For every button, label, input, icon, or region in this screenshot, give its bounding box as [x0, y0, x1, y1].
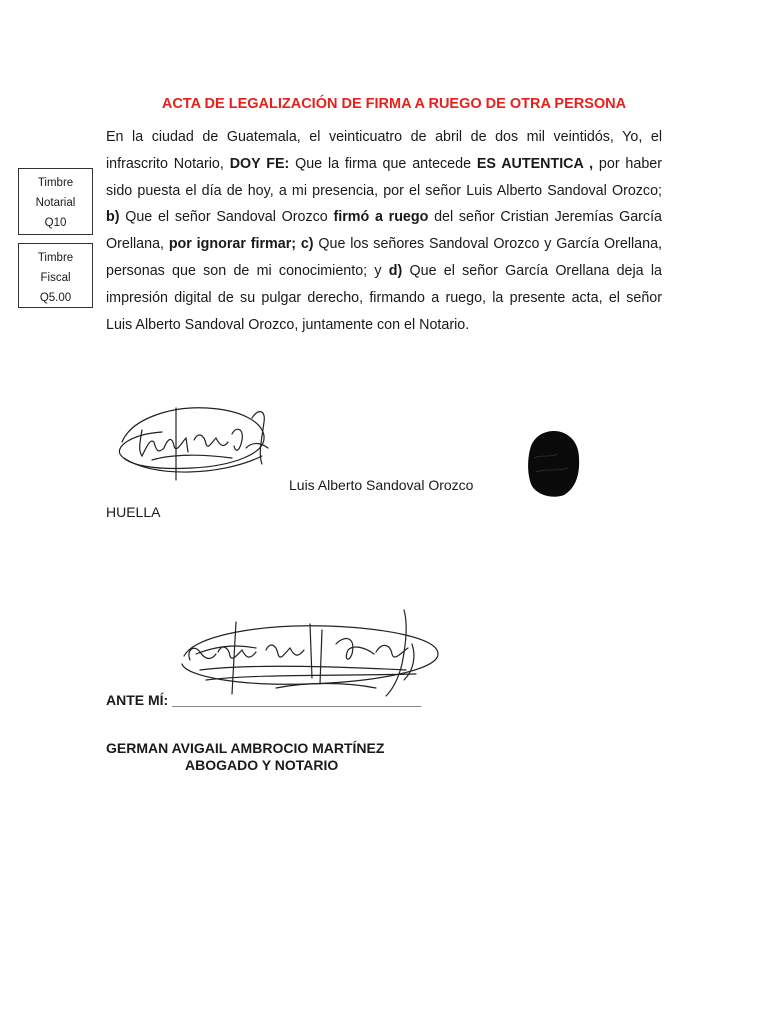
- timbre-fiscal-stamp: [18, 243, 93, 308]
- stamp-line: Timbre: [37, 177, 74, 189]
- body-text-segment: Que el señor García Orellana deja la impresión digital de su pulgar derecho, firmando a ruego, la presente acta, el señor Luis Alberto Sandoval Orozco, juntamente con el Notario.: [106, 262, 662, 333]
- timbre-notarial-stamp: [18, 168, 93, 235]
- body-bold-segment: d): [388, 262, 403, 279]
- body-bold-segment: por ignorar firmar; c): [168, 236, 314, 253]
- body-bold-segment: firmó a ruego: [333, 209, 429, 226]
- signer-signature: [112, 398, 282, 488]
- notary-title: ABOGADO Y NOTARIO: [185, 757, 339, 773]
- body-bold-segment: b): [106, 209, 120, 226]
- body-text-segment: por haber sido puesta el día de hoy, a mi presencia, por el señor Luis Alberto Sandoval Orozco;: [106, 155, 662, 199]
- document-title: ACTA DE LEGALIZACIÓN DE FIRMA A RUEGO DE OTRA PERSONA: [161, 96, 627, 112]
- body-text-segment: del señor Cristian Jeremías García Orellana,: [106, 209, 662, 253]
- stamp-line: Fiscal: [40, 272, 71, 284]
- stamp-value: Q10: [44, 217, 67, 229]
- body-bold-segment: DOY FE:: [229, 155, 290, 172]
- stamp-line: Notarial: [35, 197, 76, 209]
- body-text-segment: Que los señores Sandoval Orozco y García Orellana, personas que son de mi conocimiento; y: [106, 236, 663, 279]
- body-bold-segment: ES AUTENTICA ,: [476, 155, 594, 172]
- fingerprint-mark: [524, 428, 584, 500]
- body-text-segment: Que la firma que antecede: [289, 155, 477, 172]
- stamp-line: Timbre: [37, 252, 74, 264]
- notary-signature: [176, 604, 446, 702]
- notary-name: GERMAN AVIGAIL AMBROCIO MARTÍNEZ: [106, 740, 385, 756]
- signer-name: Luis Alberto Sandoval Orozco: [289, 477, 474, 493]
- body-text-segment: En la ciudad de Guatemala, el veinticuatro de abril de dos mil veintidós, Yo, el infrascrito Notario,: [106, 129, 662, 172]
- stamp-value: Q5.00: [39, 292, 72, 304]
- huella-label: HUELLA: [106, 504, 161, 520]
- ante-mi-line: ANTE MÍ: ________________________________: [106, 692, 422, 708]
- body-text-segment: Que el señor Sandoval Orozco: [119, 209, 334, 226]
- body-paragraph: [106, 124, 662, 338]
